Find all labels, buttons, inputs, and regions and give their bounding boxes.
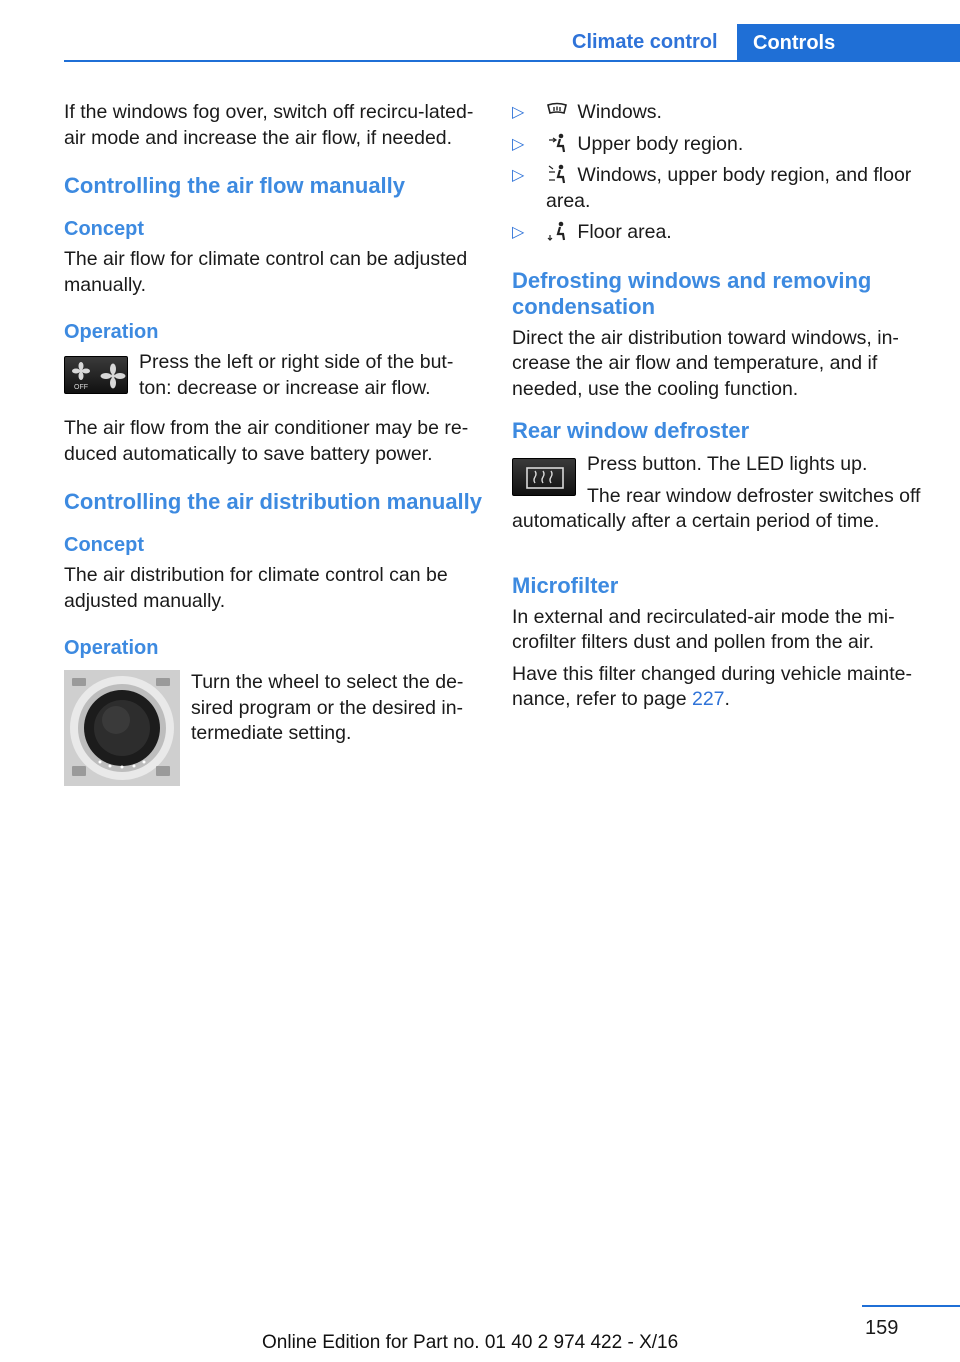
airflow-operation-text: Press the left or right side of the but-ton: decrease or increase air flow. <box>139 351 454 399</box>
right-column <box>512 100 924 719</box>
list-item-text: Upper body region. <box>577 132 744 155</box>
rear-defroster-button-image <box>512 458 576 496</box>
microfilter-maintenance-text: Have this filter changed during vehicle mainte-nance, refer to page 227. <box>512 662 912 710</box>
intro-paragraph: If the windows fog over, switch off recircu-lated-air mode and increase the air flow, if needed. <box>64 101 474 149</box>
windshield-icon <box>546 101 568 121</box>
air-distribution-wheel-icon <box>64 670 180 786</box>
air-distribution-wheel-image <box>64 670 180 786</box>
airflow-concept-text: The air flow for climate control can be adjusted manually. <box>64 248 468 296</box>
page-reference-link[interactable]: 227 <box>691 688 725 710</box>
rear-defroster-figure <box>512 452 924 535</box>
rear-defroster-line1: Press button. The LED lights up. <box>587 453 868 475</box>
airflow-battery-text: The air flow from the air conditioner may be re-duced automatically to save battery power. <box>64 417 469 465</box>
defrost-heading: Defrosting windows and removing condensation <box>512 267 872 319</box>
list-item <box>512 220 924 246</box>
header-rule <box>64 60 960 62</box>
left-column <box>64 100 482 790</box>
list-item <box>512 100 924 126</box>
distribution-concept-heading: Concept <box>64 534 144 556</box>
airflow-button-image <box>64 356 128 394</box>
distribution-operation-figure <box>64 670 482 790</box>
bullet-triangle-icon: ▷ <box>512 135 525 153</box>
microfilter-text: In external and recirculated-air mode the mi-crofilter filters dust and pollen from the air. <box>512 605 895 653</box>
bullet-triangle-icon: ▷ <box>512 104 525 121</box>
list-item <box>512 132 924 158</box>
windows-body-floor-icon <box>546 164 568 184</box>
footer-rule <box>862 1305 960 1307</box>
list-item-text: Windows. <box>577 101 662 123</box>
distribution-operation-heading: Operation <box>64 637 159 659</box>
rear-defroster-icon <box>513 459 577 497</box>
list-item <box>512 163 924 214</box>
header-section-title: Climate control <box>572 31 718 53</box>
list-item-text: Floor area. <box>577 221 672 243</box>
airflow-concept-heading: Concept <box>64 218 144 240</box>
svg-text:OFF: OFF <box>74 384 88 391</box>
rear-defroster-heading: Rear window defroster <box>512 418 750 443</box>
rear-defroster-line2: The rear window defroster switches off automatically after a certain period of time. <box>512 484 921 532</box>
airflow-operation-figure <box>64 350 482 402</box>
airflow-heading: Controlling the air flow manually <box>64 173 406 198</box>
header-chapter-tab[interactable]: Controls <box>737 24 960 62</box>
fan-icon <box>65 357 129 395</box>
bullet-triangle-icon: ▷ <box>512 167 525 184</box>
airflow-operation-heading: Operation <box>64 321 159 343</box>
defrost-text: Direct the air distribution toward windows, in-crease the air flow and temperature, and if needed, use the cooling function. <box>512 326 899 400</box>
distribution-heading: Controlling the air distribution manually <box>64 489 483 514</box>
air-distribution-list <box>512 100 924 246</box>
page-number: 159 <box>865 1317 899 1339</box>
edition-text: Online Edition for Part no. 01 40 2 974 422 - X/16 <box>262 1332 679 1353</box>
list-item-text: Windows, upper body region, and floor area. <box>546 164 912 212</box>
distribution-concept-text: The air distribution for climate control can be adjusted manually. <box>64 564 448 612</box>
microfilter-heading: Microfilter <box>512 572 619 598</box>
floor-airflow-icon <box>546 221 568 241</box>
distribution-operation-text: Turn the wheel to select the de-sired program or the desired in-termediate setting. <box>191 671 464 744</box>
upper-body-airflow-icon <box>546 133 568 153</box>
bullet-triangle-icon: ▷ <box>512 224 525 241</box>
